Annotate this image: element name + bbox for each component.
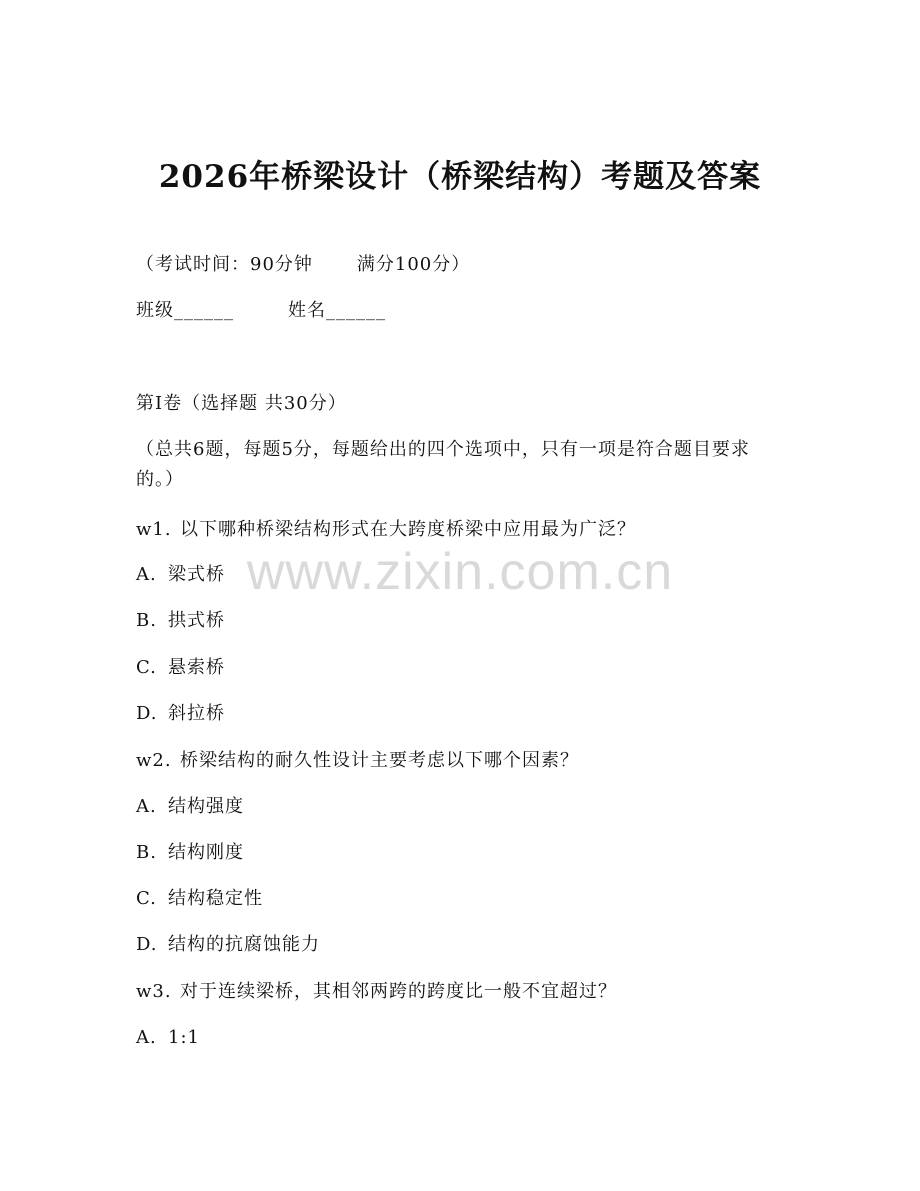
option-2c <box>136 887 263 911</box>
option-letter: B. <box>136 610 157 631</box>
class-field: 班级______ <box>136 300 234 321</box>
question-1 <box>136 518 636 542</box>
option-letter: A. <box>136 564 157 585</box>
option-letter: A. <box>136 1027 157 1048</box>
exam-info <box>136 253 470 277</box>
option-2d <box>136 933 320 957</box>
option-letter: D. <box>136 934 158 955</box>
option-1b <box>136 609 225 633</box>
option-text: 1:1 <box>168 1027 200 1048</box>
option-text: 梁式桥 <box>168 564 225 585</box>
section-instructions: （总共6题，每题5分，每题给出的四个选项中，只有一项是符合题目要求的。） <box>136 439 750 490</box>
name-field: 姓名______ <box>288 300 386 321</box>
question-3 <box>136 980 617 1004</box>
exam-time: （考试时间：90分钟 <box>136 254 313 275</box>
option-1a <box>136 563 225 587</box>
document-title: 2026年桥梁设计（桥梁结构）考题及答案 <box>158 159 762 195</box>
option-1d <box>136 702 225 726</box>
option-text: 结构强度 <box>168 796 244 817</box>
option-text: 结构稳定性 <box>168 888 263 909</box>
question-text: 桥梁结构的耐久性设计主要考虑以下哪个因素？ <box>180 750 579 771</box>
question-number: w3. <box>136 981 172 1002</box>
question-number: w2. <box>136 750 172 771</box>
option-letter: C. <box>136 888 157 909</box>
option-text: 拱式桥 <box>168 610 225 631</box>
question-2 <box>136 749 579 773</box>
option-text: 悬索桥 <box>168 657 225 678</box>
exam-full-score: 满分100分） <box>356 254 471 275</box>
option-text: 结构的抗腐蚀能力 <box>168 934 320 955</box>
question-text: 对于连续梁桥，其相邻两跨的跨度比一般不宜超过？ <box>180 981 617 1002</box>
option-text: 结构刚度 <box>168 842 244 863</box>
option-letter: A. <box>136 796 157 817</box>
option-letter: C. <box>136 657 157 678</box>
option-letter: B. <box>136 842 157 863</box>
student-fields <box>136 299 386 323</box>
option-3a <box>136 1026 200 1050</box>
section-heading: 第I卷（选择题 共30分） <box>136 393 347 414</box>
option-2b <box>136 841 244 865</box>
question-number: w1. <box>136 519 172 540</box>
option-1c <box>136 656 225 680</box>
watermark: www.zixin.com.cn <box>246 543 674 601</box>
option-text: 斜拉桥 <box>168 703 225 724</box>
option-2a <box>136 795 244 819</box>
question-text: 以下哪种桥梁结构形式在大跨度桥梁中应用最为广泛？ <box>180 519 636 540</box>
option-letter: D. <box>136 703 158 724</box>
